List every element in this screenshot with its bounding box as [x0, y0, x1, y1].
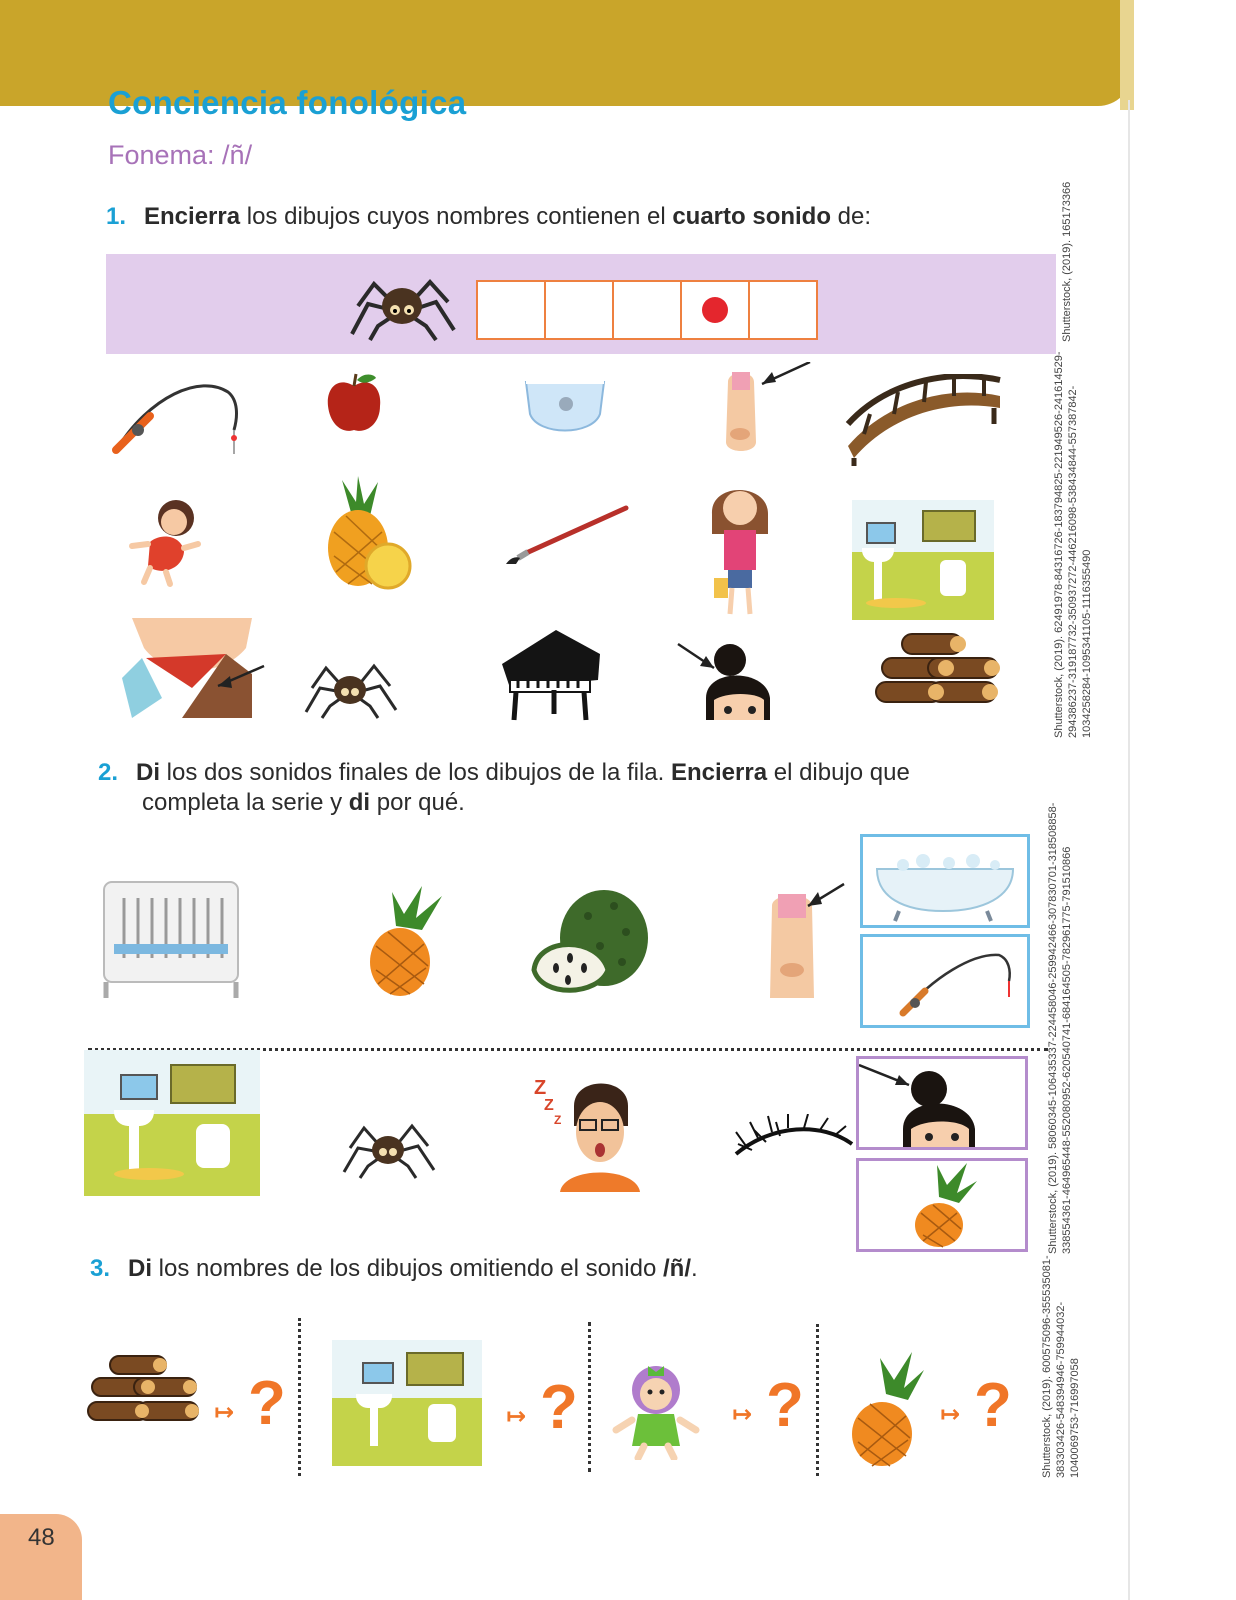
credit-4: Shutterstock, (2019). 600575096-355535081- 383303426-548394946-759944032- 1040069753-716997058	[1041, 1255, 1081, 1478]
arrow-icon: ↦	[506, 1403, 527, 1430]
exercise2-verb1: Di	[136, 759, 161, 786]
sound-box-3	[612, 280, 682, 340]
bathroom-icon[interactable]	[84, 1050, 260, 1196]
sound-box-1	[476, 280, 546, 340]
exercise2-text-b: el dibujo que	[767, 759, 910, 786]
arrow-icon: ↦	[940, 1401, 961, 1428]
pineapple-icon	[859, 1161, 1025, 1249]
firewood-icon[interactable]	[86, 1350, 202, 1440]
arrow-icon: ↦	[214, 1399, 235, 1426]
exercise2-verb2: Encierra	[671, 759, 768, 786]
svg-text:Z: Z	[554, 1113, 562, 1127]
exercise3-number: 3.	[90, 1255, 111, 1282]
item-divider-2	[588, 1322, 591, 1472]
pineapple-icon[interactable]	[362, 884, 454, 998]
question-mark-1: ?	[248, 1369, 286, 1438]
piano-icon[interactable]	[496, 624, 606, 722]
sound-box-2	[544, 280, 614, 340]
exercise2-instruction	[98, 758, 910, 818]
pineapple-icon[interactable]	[844, 1350, 930, 1470]
page-edge	[1128, 100, 1130, 1600]
fingernail-icon[interactable]	[722, 362, 816, 458]
hair-bun-icon[interactable]	[676, 638, 780, 720]
neckerchief-icon[interactable]	[122, 618, 268, 718]
page-number: 48	[28, 1524, 55, 1551]
exercise1-text-b: de:	[831, 203, 872, 230]
question-mark-3: ?	[766, 1371, 804, 1440]
bridge-icon[interactable]	[844, 374, 1004, 466]
exercise2-text-a: los dos sonidos finales de los dibujos de la fila.	[160, 759, 671, 786]
eyelash-icon[interactable]	[732, 1114, 856, 1164]
option-fishing-rod[interactable]	[860, 934, 1030, 1028]
item-divider-3	[816, 1324, 819, 1476]
exercise2-number: 2.	[98, 759, 119, 786]
exercise1-verb: Encierra	[144, 203, 241, 230]
option-bathtub[interactable]	[860, 834, 1030, 928]
exercise1-text-a: los dibujos cuyos nombres contienen el	[240, 203, 673, 230]
crib-icon[interactable]	[98, 878, 244, 1002]
exercise3-text-b: .	[690, 1255, 698, 1282]
fishing-rod-icon	[863, 937, 1027, 1025]
sound-box-4	[680, 280, 750, 340]
exercise3-instruction	[90, 1254, 698, 1284]
arrow-icon: ↦	[732, 1401, 753, 1428]
spider-icon[interactable]	[340, 1110, 436, 1180]
firewood-icon[interactable]	[872, 624, 1002, 720]
option-hair-bun[interactable]	[856, 1056, 1028, 1150]
spider-icon[interactable]	[300, 650, 400, 720]
question-mark-4: ?	[974, 1371, 1012, 1440]
question-mark-2: ?	[540, 1373, 578, 1442]
exercise3-text-a: los nombres de los dibujos omitiendo el sonido	[152, 1255, 663, 1282]
sound-boxes	[478, 280, 818, 340]
hair-bun-icon	[859, 1059, 1025, 1147]
bathroom-icon[interactable]	[332, 1340, 482, 1466]
doll-icon[interactable]	[126, 496, 210, 588]
doll-icon[interactable]	[608, 1360, 704, 1460]
item-divider-1	[298, 1318, 301, 1476]
option-pineapple[interactable]	[856, 1158, 1028, 1252]
pineapple-icon[interactable]	[322, 476, 412, 592]
spider-icon	[344, 260, 460, 342]
apple-icon[interactable]	[324, 372, 384, 436]
sound-box-5	[748, 280, 818, 340]
credit-2: Shutterstock, (2019). 62491978-84316726-183794825-221949526-241614529- 294386237-319187732-350937272-446216098-538434844-557387842- 1034258284-1095341105-1116355490	[1053, 351, 1093, 738]
section-subtitle: Fonema: /ñ/	[108, 140, 253, 170]
fingernail-icon[interactable]	[768, 878, 848, 1000]
header-band-edge	[1120, 0, 1134, 110]
exercise1-number: 1.	[106, 203, 127, 230]
credit-1: Shutterstock, (2019). 165173366	[1061, 181, 1073, 342]
sleepy-man-icon[interactable]	[530, 1070, 642, 1192]
credit-3: Shutterstock, (2019). 58060345-106435337-224458046-259942466-307830701-318508858- 338554361-464965448-552080952-620540741-684164505-782961775-791510866	[1047, 802, 1073, 1254]
section-title: Conciencia fonológica	[108, 84, 467, 121]
svg-text:Z: Z	[544, 1097, 554, 1114]
fishing-rod-icon[interactable]	[110, 366, 250, 462]
paintbrush-icon[interactable]	[504, 504, 630, 568]
marked-sound-dot	[702, 297, 728, 323]
bathtub-icon	[863, 837, 1027, 925]
girl-icon[interactable]	[706, 474, 776, 622]
exercise2-line2-b: por qué.	[370, 789, 465, 816]
exercise2-line2-a: completa la serie y	[142, 789, 349, 816]
diaper-icon[interactable]	[522, 374, 608, 446]
exercise1-instruction	[106, 202, 871, 232]
bathroom-icon[interactable]	[852, 500, 994, 620]
exercise2-verb3: di	[348, 789, 371, 816]
exercise3-verb: Di	[128, 1255, 153, 1282]
svg-text:Z: Z	[534, 1077, 547, 1099]
soursop-icon[interactable]	[528, 886, 652, 1000]
exercise1-bold: cuarto sonido	[672, 203, 831, 230]
exercise3-bold: /ñ/	[662, 1255, 691, 1282]
